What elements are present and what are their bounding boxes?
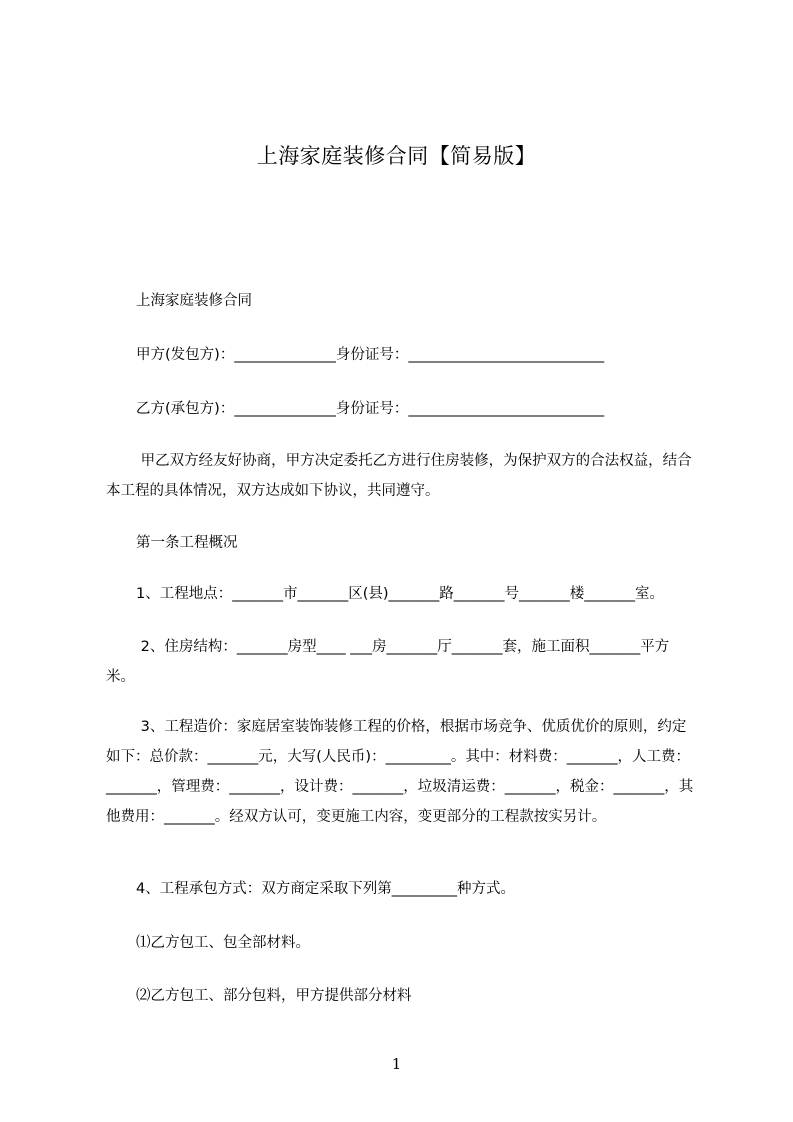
document-title: 上海家庭装修合同【简易版】: [256, 144, 537, 168]
housing-structure-paragraph: 2、住房结构：_______房型____ ___房_______厅_______套，施工面积_______平方米。: [106, 639, 670, 685]
party-b-line: 乙方(承包方)：______________身份证号：___________________________: [136, 401, 605, 417]
project-cost-paragraph: 3、工程造价：家庭居室装饰装修工程的价格，根据市场竞争、优质优价的原则，约定如下：总价款：_______元，大写(人民币)：_________。其中：材料费：_______，人工费：_______，管理费：_______，设计费：_______，垃圾清运费：_______，税金：_______，其他费用：_______。经双方认可，变更施工内容，变更部分的工程款按实另计。: [106, 719, 694, 825]
option-one-line: ⑴乙方包工、包全部材料。: [136, 935, 310, 951]
page-number: 1: [391, 1055, 402, 1073]
contract-heading: 上海家庭装修合同: [136, 293, 252, 309]
contract-method-line: 4、工程承包方式：双方商定采取下列第_________种方式。: [136, 881, 515, 897]
intro-paragraph: 甲乙双方经友好协商，甲方决定委托乙方进行住房装修，为保护双方的合法权益，结合本工程的具体情况，双方达成如下协议，共同遵守。: [106, 453, 692, 499]
article-one-heading: 第一条工程概况: [136, 535, 238, 551]
option-two-line: ⑵乙方包工、部分包料，甲方提供部分材料: [136, 988, 412, 1004]
party-a-line: 甲方(发包方)：______________身份证号：___________________________: [136, 347, 605, 363]
project-location-line: 1、工程地点：_______市_______区(县)_______路_______号_______楼_______室。: [136, 586, 665, 602]
